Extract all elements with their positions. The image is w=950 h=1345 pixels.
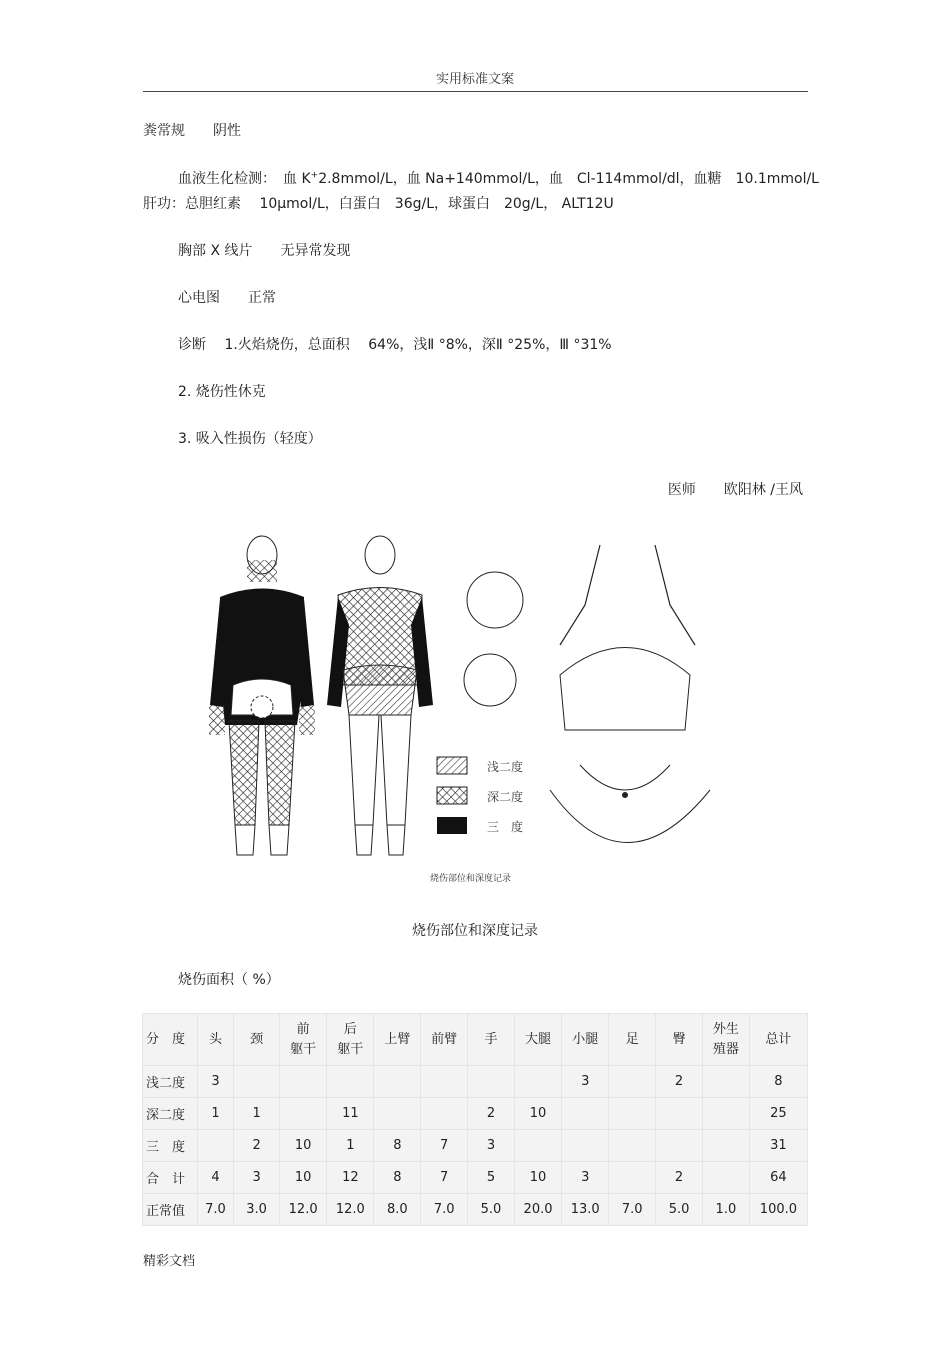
chest-xray-line: 胸部 X 线片 无异常发现 (178, 243, 351, 259)
table-cell: 7 (421, 1130, 468, 1162)
table-row (143, 1162, 808, 1194)
table-cell: 1 (234, 1098, 280, 1130)
table-cell (514, 1130, 561, 1162)
table-cell (702, 1130, 749, 1162)
table-cell: 8 (374, 1130, 421, 1162)
table-row-label: 分 度 (143, 1014, 198, 1066)
table-cell: 100.0 (749, 1194, 807, 1226)
diagnosis-line-3: 3. 吸入性损伤（轻度） (178, 431, 322, 447)
table-cell: 3 (468, 1130, 515, 1162)
liver-function-line: 肝功：总胆红素 10μmol/L，白蛋白 36g/L，球蛋白 20g/L， ALT12U (143, 196, 614, 212)
table-row-label: 深二度 (143, 1098, 198, 1130)
table-row (143, 1194, 808, 1226)
table-cell: 手 (468, 1014, 515, 1066)
doctor-line: 医师 欧阳林 /王风 (667, 482, 803, 498)
table-cell: 5 (468, 1162, 515, 1194)
upper-torso-drawing (550, 545, 710, 843)
burn-diagram (205, 525, 745, 893)
table-cell: 2 (234, 1130, 280, 1162)
blood-chem-line-1 (178, 168, 819, 188)
table-cell: 31 (749, 1130, 807, 1162)
table-cell: 8 (749, 1066, 807, 1098)
table-row-label: 三 度 (143, 1130, 198, 1162)
table-cell: 5.0 (656, 1194, 703, 1226)
table-cell: 大腿 (514, 1014, 561, 1066)
table-row (143, 1098, 808, 1130)
table-row (143, 1130, 808, 1162)
table-cell: 后 躯干 (327, 1014, 374, 1066)
blood-chem-text-b: 2.8mmol/L，血 Na+140mmol/L，血 Cl-114mmol/dl，血糖 10.1mmol/L (318, 171, 819, 187)
diagnosis-line-2: 2. 烧伤性休克 (178, 384, 266, 400)
table-cell: 2 (656, 1162, 703, 1194)
ecg-line: 心电图 正常 (178, 290, 276, 306)
table-cell (702, 1066, 749, 1098)
table-cell: 12 (327, 1162, 374, 1194)
figure-inner-caption: 烧伤部位和深度记录 (430, 874, 512, 884)
table-cell: 3 (234, 1162, 280, 1194)
table-cell (562, 1098, 609, 1130)
table-cell: 10 (280, 1162, 327, 1194)
table-cell: 前 躯干 (280, 1014, 327, 1066)
burn-area-table (142, 1013, 808, 1226)
table-row-label: 合 计 (143, 1162, 198, 1194)
table-cell: 25 (749, 1098, 807, 1130)
legend-label-third-degree: 三 度 (487, 820, 524, 834)
table-cell: 10 (514, 1098, 561, 1130)
table-cell: 4 (197, 1162, 233, 1194)
page-footer: 精彩文档 (143, 1254, 196, 1269)
table-cell: 3 (197, 1066, 233, 1098)
table-cell: 小腿 (562, 1014, 609, 1066)
table-cell: 1.0 (702, 1194, 749, 1226)
table-cell: 12.0 (327, 1194, 374, 1226)
table-cell: 前臂 (421, 1014, 468, 1066)
table-row-label: 浅二度 (143, 1066, 198, 1098)
table-cell (702, 1098, 749, 1130)
table-cell (656, 1130, 703, 1162)
table-cell: 7 (421, 1162, 468, 1194)
table-cell: 10 (514, 1162, 561, 1194)
table-cell (562, 1130, 609, 1162)
table-cell (609, 1066, 656, 1098)
table-cell (234, 1066, 280, 1098)
table-cell (609, 1130, 656, 1162)
table-cell: 头 (197, 1014, 233, 1066)
table-cell: 足 (609, 1014, 656, 1066)
front-body-figure (209, 536, 315, 855)
table-cell: 外生 殖器 (702, 1014, 749, 1066)
table-cell: 1 (327, 1130, 374, 1162)
page-header: 实用标准文案 (435, 72, 514, 87)
table-cell: 2 (656, 1066, 703, 1098)
table-cell (656, 1098, 703, 1130)
table-cell: 1 (197, 1098, 233, 1130)
table-header-row (143, 1014, 808, 1066)
table-cell (374, 1098, 421, 1130)
legend-label-superficial: 浅二度 (487, 760, 524, 774)
table-cell: 7.0 (421, 1194, 468, 1226)
blood-chem-text-a: 血液生化检测： 血 K (178, 171, 311, 187)
table-cell: 8.0 (374, 1194, 421, 1226)
table-cell: 11 (327, 1098, 374, 1130)
table-cell: 7.0 (197, 1194, 233, 1226)
table-cell: 5.0 (468, 1194, 515, 1226)
table-cell: 20.0 (514, 1194, 561, 1226)
table-cell (280, 1066, 327, 1098)
legend (437, 757, 523, 834)
diagnosis-line-1: 诊断 1.火焰烧伤，总面积 64%，浅Ⅱ °8%，深Ⅱ °25%，Ⅲ °31% (178, 337, 612, 353)
table-cell: 64 (749, 1162, 807, 1194)
header-rule (143, 91, 808, 92)
legend-label-deep: 深二度 (487, 790, 524, 804)
head-profile-drawings (464, 572, 523, 706)
table-cell (421, 1066, 468, 1098)
table-cell: 7.0 (609, 1194, 656, 1226)
table-cell (468, 1066, 515, 1098)
table-cell (702, 1162, 749, 1194)
blood-chem-superscript: + (310, 170, 319, 181)
table-row (143, 1066, 808, 1098)
table-cell: 3.0 (234, 1194, 280, 1226)
table-cell: 8 (374, 1162, 421, 1194)
table-cell: 10 (280, 1130, 327, 1162)
table-cell (421, 1098, 468, 1130)
table-cell (609, 1162, 656, 1194)
table-cell: 上臂 (374, 1014, 421, 1066)
table-cell (514, 1066, 561, 1098)
table-cell: 颈 (234, 1014, 280, 1066)
stool-line: 粪常规 阴性 (143, 123, 241, 139)
table-cell: 2 (468, 1098, 515, 1130)
table-cell: 臀 (656, 1014, 703, 1066)
table-row-label: 正常值 (143, 1194, 198, 1226)
table-cell: 12.0 (280, 1194, 327, 1226)
table-cell: 3 (562, 1162, 609, 1194)
table-cell (280, 1098, 327, 1130)
table-cell: 3 (562, 1066, 609, 1098)
table-cell (374, 1066, 421, 1098)
table-cell: 总计 (749, 1014, 807, 1066)
table-title: 烧伤面积（ %） (178, 972, 280, 988)
table-cell (327, 1066, 374, 1098)
back-body-figure (327, 536, 433, 855)
figure-caption: 烧伤部位和深度记录 (412, 923, 538, 939)
table-cell: 13.0 (562, 1194, 609, 1226)
table-cell (197, 1130, 233, 1162)
table-cell (609, 1098, 656, 1130)
